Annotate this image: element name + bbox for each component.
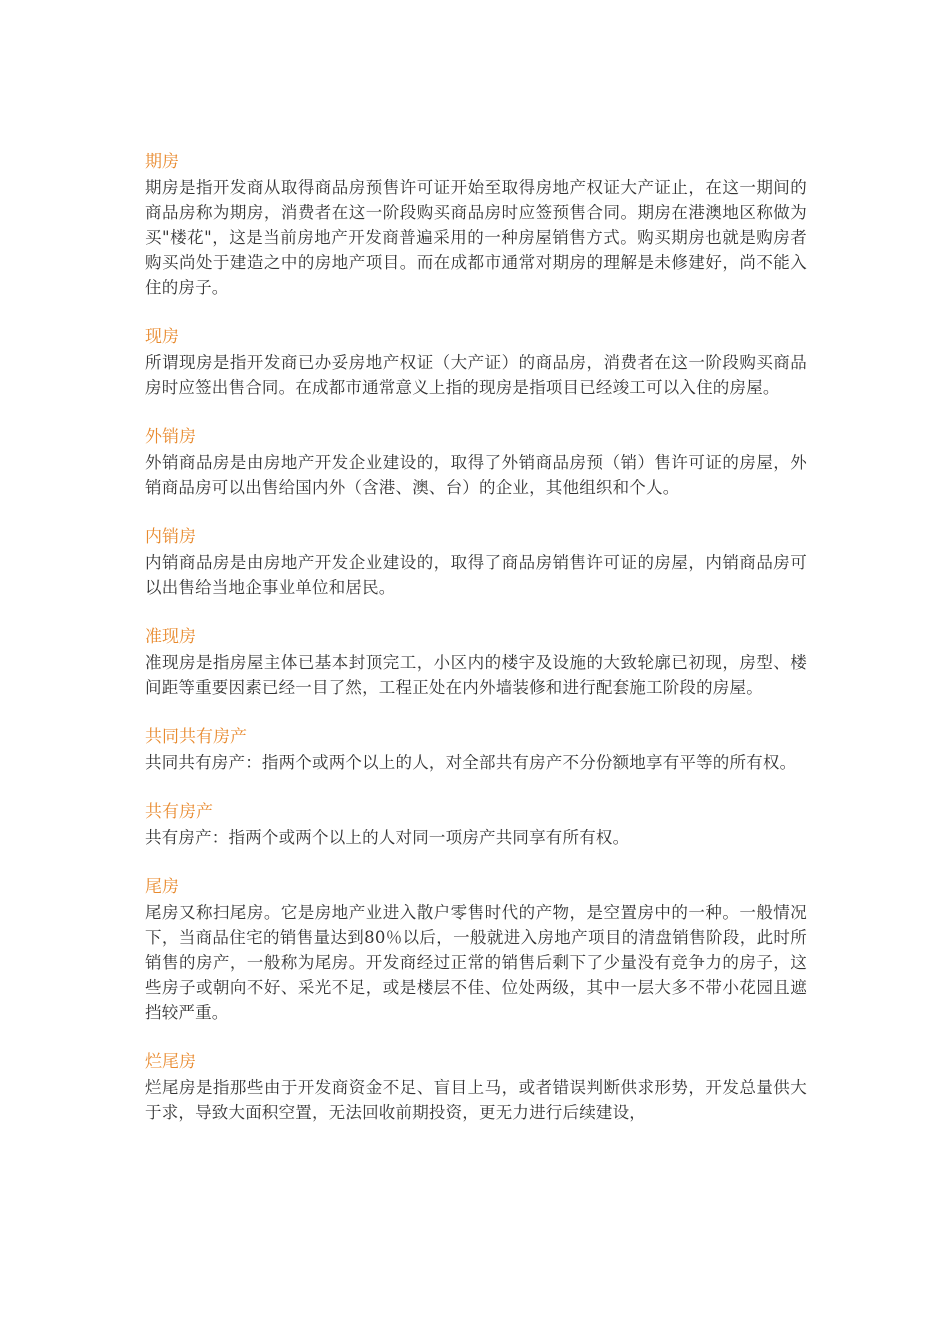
section-qifang — [145, 150, 807, 300]
term-heading: 烂尾房 — [145, 1052, 196, 1072]
term-heading: 共有房产 — [145, 802, 213, 822]
term-heading: 尾房 — [145, 877, 179, 897]
section-waixiaofang — [145, 425, 807, 500]
section-zhunxianfang — [145, 625, 807, 700]
term-heading: 内销房 — [145, 527, 196, 547]
section-gongtonggongyou — [145, 725, 807, 775]
term-definition: 所谓现房是指开发商已办妥房地产权证（大产证）的商品房，消费者在这一阶段购买商品房时应签出售合同。在成都市通常意义上指的现房是指项目已经竣工可以入住的房屋。 — [145, 353, 807, 397]
term-heading: 共同共有房产 — [145, 727, 247, 747]
section-weifang — [145, 875, 807, 1025]
term-definition: 期房是指开发商从取得商品房预售许可证开始至取得房地产权证大产证止，在这一期间的商品房称为期房，消费者在这一阶段购买商品房时应签预售合同。期房在港澳地区称做为买"楼花"，这是当前房地产开发商普遍采用的一种房屋销售方式。购买期房也就是购房者购买尚处于建造之中的房地产项目。而在成都市通常对期房的理解是未修建好，尚不能入住的房子。 — [145, 178, 807, 297]
term-definition: 共同共有房产：指两个或两个以上的人，对全部共有房产不分份额地享有平等的所有权。 — [145, 753, 797, 772]
term-heading: 外销房 — [145, 427, 196, 447]
term-heading: 现房 — [145, 327, 179, 347]
term-definition: 外销商品房是由房地产开发企业建设的，取得了外销商品房预（销）售许可证的房屋，外销商品房可以出售给国内外（含港、澳、台）的企业，其他组织和个人。 — [145, 453, 807, 497]
document-page — [145, 150, 807, 1150]
term-heading: 准现房 — [145, 627, 196, 647]
term-definition: 烂尾房是指那些由于开发商资金不足、盲目上马，或者错误判断供求形势，开发总量供大于求，导致大面积空置，无法回收前期投资，更无力进行后续建设， — [145, 1078, 807, 1122]
term-definition: 共有房产：指两个或两个以上的人对同一项房产共同享有所有权。 — [145, 828, 630, 847]
section-gongyoufangchan — [145, 800, 807, 850]
section-xianfang — [145, 325, 807, 400]
section-lanweifang — [145, 1050, 807, 1125]
term-heading: 期房 — [145, 152, 179, 172]
term-definition: 准现房是指房屋主体已基本封顶完工，小区内的楼宇及设施的大致轮廓已初现，房型、楼间距等重要因素已经一目了然，工程正处在内外墙装修和进行配套施工阶段的房屋。 — [145, 653, 807, 697]
term-definition: 内销商品房是由房地产开发企业建设的，取得了商品房销售许可证的房屋，内销商品房可以出售给当地企事业单位和居民。 — [145, 553, 807, 597]
term-definition: 尾房又称扫尾房。它是房地产业进入散户零售时代的产物，是空置房中的一种。一般情况下，当商品住宅的销售量达到80％以后，一般就进入房地产项目的清盘销售阶段，此时所销售的房产，一般称为尾房。开发商经过正常的销售后剩下了少量没有竞争力的房子，这些房子或朝向不好、采光不足，或是楼层不佳、位处两级，其中一层大多不带小花园且遮挡较严重。 — [145, 903, 807, 1022]
section-neixiaofang — [145, 525, 807, 600]
